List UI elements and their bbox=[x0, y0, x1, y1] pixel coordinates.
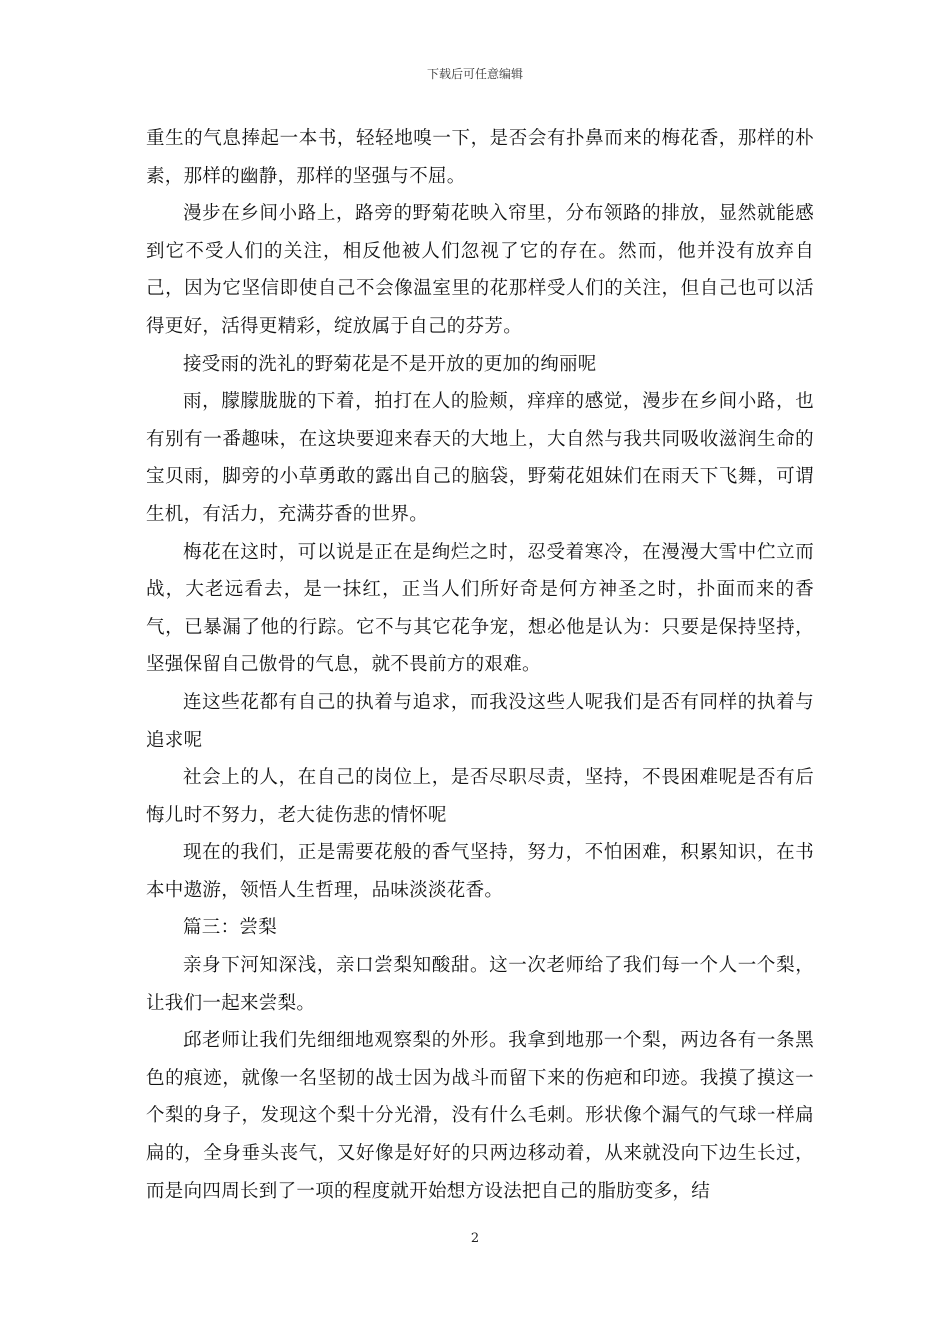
paragraph: 雨，朦朦胧胧的下着，拍打在人的脸颊，痒痒的感觉，漫步在乡间小路，也有别有一番趣味，在这块要迎来春天的大地上，大自然与我共同吸收滋润生命的宝贝雨，脚旁的小草勇敢的露出自己的脑袋，野菊花姐妹们在雨天下飞舞，可谓生机，有活力，充满芬香的世界。 bbox=[146, 391, 814, 525]
page-header: 下载后可任意编辑 bbox=[426, 67, 523, 81]
document-body bbox=[146, 120, 814, 1210]
paragraph: 现在的我们，正是需要花般的香气坚持，努力，不怕困难，积累知识，在书本中遨游，领悟人生哲理，品味淡淡花香。 bbox=[146, 842, 814, 901]
paragraph: 邱老师让我们先细细地观察梨的外形。我拿到地那一个梨，两边各有一条黑色的痕迹，就像一名坚韧的战士因为战斗而留下来的伤疤和印迹。我摸了摸这一个梨的身子，发现这个梨十分光滑，没有什么毛刺。形状像个漏气的气球一样扁扁的，全身垂头丧气，又好像是好好的只两边移动着，从来就没向下边生长过，而是向四周长到了一项的程度就开始想方设法把自己的脂肪变多，结 bbox=[146, 1030, 814, 1202]
paragraph: 连这些花都有自己的执着与追求，而我没这些人呢我们是否有同样的执着与追求呢 bbox=[146, 691, 814, 751]
paragraph: 重生的气息捧起一本书，轻轻地嗅一下，是否会有扑鼻而来的梅花香，那样的朴素，那样的幽静，那样的坚强与不屈。 bbox=[146, 128, 814, 187]
paragraph: 梅花在这时，可以说是正在是绚烂之时，忍受着寒冷，在漫漫大雪中伫立而战，大老远看去，是一抹红，正当人们所好奇是何方神圣之时，扑面而来的香气，已暴漏了他的行踪。它不与其它花争宠，想必他是认为：只要是保持坚持，坚强保留自己傲骨的气息，就不畏前方的艰难。 bbox=[146, 541, 814, 676]
paragraph: 社会上的人，在自己的岗位上，是否尽职尽责，坚持，不畏困难呢是否有后悔儿时不努力，老大徒伤悲的情怀呢 bbox=[146, 767, 814, 826]
section-heading: 篇三：尝梨 bbox=[183, 917, 278, 939]
paragraph: 漫步在乡间小路上，路旁的野菊花映入帘里，分布领路的排放，显然就能感到它不受人们的关注，相反他被人们忽视了它的存在。然而，他并没有放弃自己，因为它坚信即使自己不会像温室里的花那样受人们的关注，但自己也可以活得更好，活得更精彩，绽放属于自己的芬芳。 bbox=[146, 203, 814, 337]
page-number: 2 bbox=[470, 1231, 480, 1246]
paragraph: 接受雨的洗礼的野菊花是不是开放的更加的绚丽呢 bbox=[183, 353, 597, 375]
paragraph: 亲身下河知深浅，亲口尝梨知酸甜。这一次老师给了我们每一个人一个梨，让我们一起来尝梨。 bbox=[146, 955, 814, 1014]
